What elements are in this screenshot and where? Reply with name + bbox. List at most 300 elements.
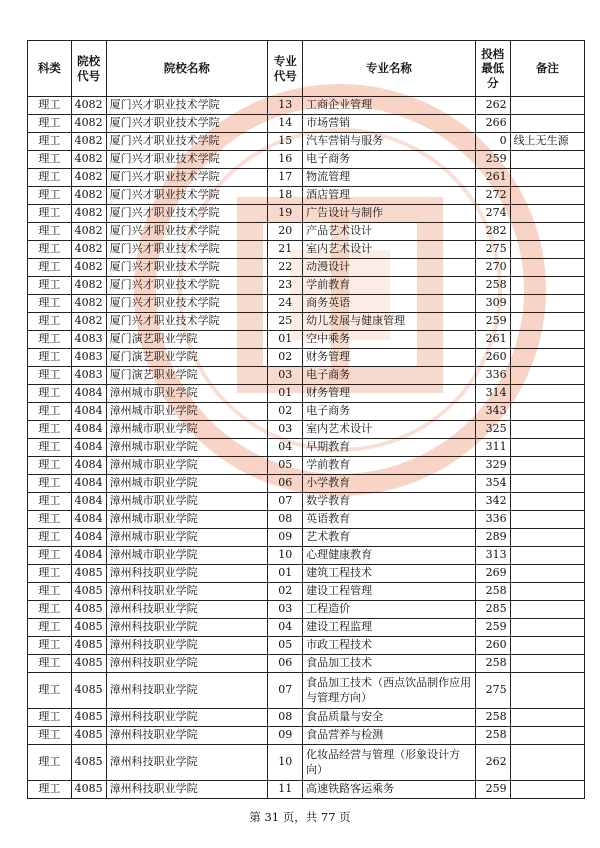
cell-major-code: 10 [268,547,303,565]
cell-category: 理工 [28,313,72,331]
cell-min-score: 258 [475,583,510,601]
cell-remark [510,601,584,619]
cell-min-score: 262 [475,745,510,781]
table-row [28,223,585,241]
cell-major-name: 电子商务 [303,151,476,169]
cell-major-name: 酒店管理 [303,187,476,205]
table-row [28,187,585,205]
cell-category: 理工 [28,439,72,457]
cell-school-name: 厦门兴才职业技术学院 [106,241,268,259]
cell-min-score: 354 [475,475,510,493]
cell-major-name: 建设工程管理 [303,583,476,601]
cell-school-code: 4085 [71,727,106,745]
cell-remark [510,349,584,367]
cell-school-name: 漳州城市职业学院 [106,493,268,511]
admission-score-table [27,40,585,799]
cell-major-code: 03 [268,421,303,439]
cell-school-name: 漳州科技职业学院 [106,619,268,637]
cell-major-code: 20 [268,223,303,241]
cell-remark [510,637,584,655]
table-row [28,313,585,331]
cell-category: 理工 [28,493,72,511]
cell-school-name: 漳州科技职业学院 [106,709,268,727]
cell-major-name: 财务管理 [303,385,476,403]
cell-remark [510,169,584,187]
table-row [28,511,585,529]
cell-min-score: 269 [475,565,510,583]
header-school-name: 院校名称 [106,41,268,97]
table-row [28,367,585,385]
cell-school-name: 厦门兴才职业技术学院 [106,133,268,151]
cell-remark [510,745,584,781]
cell-major-name: 工商企业管理 [303,97,476,115]
cell-major-name: 小学教育 [303,475,476,493]
cell-min-score: 258 [475,655,510,673]
cell-category: 理工 [28,349,72,367]
header-major-code: 专业代号 [268,41,303,97]
cell-category: 理工 [28,583,72,601]
cell-category: 理工 [28,745,72,781]
table-row [28,565,585,583]
cell-school-name: 厦门兴才职业技术学院 [106,295,268,313]
cell-category: 理工 [28,727,72,745]
cell-school-code: 4085 [71,673,106,709]
cell-category: 理工 [28,277,72,295]
table-row [28,133,585,151]
cell-school-code: 4085 [71,601,106,619]
cell-school-name: 漳州城市职业学院 [106,547,268,565]
cell-category: 理工 [28,637,72,655]
cell-major-name: 心理健康教育 [303,547,476,565]
cell-category: 理工 [28,709,72,727]
cell-school-code: 4085 [71,583,106,601]
table-row [28,421,585,439]
cell-school-name: 漳州科技职业学院 [106,727,268,745]
table-row [28,727,585,745]
cell-category: 理工 [28,295,72,313]
cell-major-name: 物流管理 [303,169,476,187]
cell-min-score: 260 [475,637,510,655]
cell-major-code: 01 [268,385,303,403]
cell-school-name: 厦门演艺职业学院 [106,331,268,349]
cell-major-name: 财务管理 [303,349,476,367]
cell-major-code: 01 [268,565,303,583]
cell-major-name: 艺术教育 [303,529,476,547]
cell-min-score: 272 [475,187,510,205]
cell-min-score: 266 [475,115,510,133]
cell-min-score: 258 [475,709,510,727]
cell-school-name: 厦门兴才职业技术学院 [106,259,268,277]
cell-school-name: 漳州城市职业学院 [106,511,268,529]
table-row [28,475,585,493]
cell-major-name: 高速铁路客运乘务 [303,781,476,799]
cell-school-name: 厦门兴才职业技术学院 [106,151,268,169]
cell-min-score: 275 [475,673,510,709]
table-row [28,151,585,169]
cell-major-code: 13 [268,97,303,115]
cell-remark [510,511,584,529]
table-header-row [28,41,585,97]
cell-remark [510,619,584,637]
cell-school-code: 4084 [71,547,106,565]
cell-major-name: 电子商务 [303,403,476,421]
cell-category: 理工 [28,331,72,349]
cell-school-name: 漳州科技职业学院 [106,781,268,799]
table-row [28,493,585,511]
cell-min-score: 336 [475,511,510,529]
cell-school-code: 4082 [71,187,106,205]
table-row [28,745,585,781]
table-row [28,241,585,259]
cell-remark [510,403,584,421]
cell-min-score: 282 [475,223,510,241]
cell-school-code: 4084 [71,529,106,547]
cell-major-code: 19 [268,205,303,223]
cell-school-code: 4082 [71,205,106,223]
cell-school-code: 4085 [71,565,106,583]
cell-school-name: 漳州城市职业学院 [106,529,268,547]
cell-remark: 线上无生源 [510,133,584,151]
table-row [28,115,585,133]
cell-min-score: 258 [475,277,510,295]
cell-school-name: 厦门兴才职业技术学院 [106,205,268,223]
cell-remark [510,727,584,745]
cell-school-code: 4082 [71,169,106,187]
cell-category: 理工 [28,151,72,169]
cell-major-code: 25 [268,313,303,331]
cell-min-score: 260 [475,349,510,367]
cell-school-code: 4082 [71,97,106,115]
cell-school-code: 4082 [71,223,106,241]
cell-major-name: 早期教育 [303,439,476,457]
cell-major-code: 01 [268,331,303,349]
cell-school-code: 4085 [71,745,106,781]
cell-school-code: 4082 [71,151,106,169]
table-row [28,385,585,403]
cell-major-name: 食品加工技术（西点饮品制作应用与管理方向） [303,673,476,709]
cell-major-name: 市政工程技术 [303,637,476,655]
cell-school-code: 4082 [71,295,106,313]
cell-remark [510,151,584,169]
cell-min-score: 261 [475,331,510,349]
cell-category: 理工 [28,205,72,223]
cell-school-name: 漳州科技职业学院 [106,601,268,619]
cell-category: 理工 [28,547,72,565]
cell-remark [510,673,584,709]
cell-major-code: 09 [268,529,303,547]
cell-remark [510,655,584,673]
cell-major-name: 学前教育 [303,277,476,295]
cell-major-code: 22 [268,259,303,277]
cell-major-name: 英语教育 [303,511,476,529]
cell-school-name: 漳州科技职业学院 [106,565,268,583]
cell-school-name: 厦门兴才职业技术学院 [106,169,268,187]
cell-school-code: 4084 [71,511,106,529]
cell-school-name: 厦门演艺职业学院 [106,367,268,385]
cell-min-score: 262 [475,97,510,115]
cell-school-name: 厦门兴才职业技术学院 [106,313,268,331]
cell-school-code: 4082 [71,313,106,331]
cell-major-code: 08 [268,511,303,529]
cell-school-code: 4084 [71,385,106,403]
table-row [28,601,585,619]
cell-min-score: 311 [475,439,510,457]
cell-category: 理工 [28,259,72,277]
cell-major-name: 产品艺术设计 [303,223,476,241]
cell-min-score: 270 [475,259,510,277]
table-row [28,583,585,601]
cell-school-code: 4082 [71,133,106,151]
cell-category: 理工 [28,133,72,151]
cell-major-name: 学前教育 [303,457,476,475]
cell-major-name: 建筑工程技术 [303,565,476,583]
cell-school-name: 厦门兴才职业技术学院 [106,277,268,295]
cell-min-score: 309 [475,295,510,313]
cell-major-code: 21 [268,241,303,259]
cell-school-name: 漳州城市职业学院 [106,457,268,475]
cell-major-code: 02 [268,349,303,367]
cell-min-score: 258 [475,727,510,745]
cell-category: 理工 [28,385,72,403]
cell-min-score: 325 [475,421,510,439]
cell-min-score: 261 [475,169,510,187]
cell-school-name: 厦门兴才职业技术学院 [106,115,268,133]
cell-school-name: 漳州科技职业学院 [106,745,268,781]
cell-school-name: 漳州城市职业学院 [106,403,268,421]
cell-school-name: 漳州城市职业学院 [106,385,268,403]
cell-major-name: 数学教育 [303,493,476,511]
cell-school-code: 4084 [71,493,106,511]
cell-school-code: 4084 [71,439,106,457]
cell-category: 理工 [28,241,72,259]
table-body [28,97,585,799]
cell-major-name: 化妆品经营与管理（形象设计方向） [303,745,476,781]
cell-remark [510,457,584,475]
cell-min-score: 259 [475,781,510,799]
cell-remark [510,241,584,259]
cell-min-score: 285 [475,601,510,619]
cell-major-code: 04 [268,619,303,637]
cell-school-code: 4083 [71,367,106,385]
cell-major-code: 14 [268,115,303,133]
cell-school-name: 漳州城市职业学院 [106,421,268,439]
page-footer: 第 31 页，共 77 页 [249,810,351,824]
cell-category: 理工 [28,655,72,673]
cell-min-score: 343 [475,403,510,421]
cell-major-code: 02 [268,403,303,421]
cell-remark [510,421,584,439]
cell-min-score: 275 [475,241,510,259]
table-row [28,349,585,367]
cell-category: 理工 [28,421,72,439]
cell-min-score: 289 [475,529,510,547]
cell-min-score: 274 [475,205,510,223]
cell-major-code: 10 [268,745,303,781]
cell-school-code: 4084 [71,403,106,421]
cell-remark [510,259,584,277]
header-major-name: 专业名称 [303,41,476,97]
cell-school-code: 4083 [71,331,106,349]
cell-school-code: 4084 [71,457,106,475]
cell-school-code: 4085 [71,781,106,799]
cell-category: 理工 [28,619,72,637]
cell-major-code: 03 [268,601,303,619]
table-row [28,295,585,313]
table-row [28,205,585,223]
cell-major-code: 24 [268,295,303,313]
cell-category: 理工 [28,475,72,493]
cell-category: 理工 [28,529,72,547]
table-row [28,97,585,115]
cell-min-score: 0 [475,133,510,151]
cell-remark [510,295,584,313]
cell-major-code: 16 [268,151,303,169]
cell-major-name: 食品加工技术 [303,655,476,673]
table-row [28,259,585,277]
cell-major-name: 幼儿发展与健康管理 [303,313,476,331]
cell-school-name: 漳州城市职业学院 [106,475,268,493]
cell-remark [510,547,584,565]
cell-major-name: 室内艺术设计 [303,241,476,259]
cell-remark [510,367,584,385]
cell-major-code: 03 [268,367,303,385]
cell-school-code: 4082 [71,277,106,295]
cell-major-name: 工程造价 [303,601,476,619]
table-row [28,403,585,421]
cell-school-code: 4082 [71,241,106,259]
cell-major-name: 动漫设计 [303,259,476,277]
cell-category: 理工 [28,97,72,115]
cell-remark [510,529,584,547]
cell-major-code: 09 [268,727,303,745]
cell-major-code: 23 [268,277,303,295]
cell-major-code: 17 [268,169,303,187]
cell-school-code: 4084 [71,475,106,493]
cell-remark [510,223,584,241]
cell-major-code: 05 [268,457,303,475]
cell-major-code: 15 [268,133,303,151]
cell-min-score: 342 [475,493,510,511]
cell-school-name: 厦门兴才职业技术学院 [106,187,268,205]
table-row [28,655,585,673]
cell-remark [510,565,584,583]
cell-major-code: 07 [268,673,303,709]
cell-school-name: 厦门演艺职业学院 [106,349,268,367]
cell-school-name: 漳州城市职业学院 [106,439,268,457]
table-row [28,457,585,475]
table-row [28,547,585,565]
cell-major-name: 商务英语 [303,295,476,313]
cell-school-code: 4085 [71,637,106,655]
cell-remark [510,781,584,799]
cell-major-name: 室内艺术设计 [303,421,476,439]
cell-major-name: 食品营养与检测 [303,727,476,745]
header-remark: 备注 [510,41,584,97]
cell-major-code: 07 [268,493,303,511]
header-school-code: 院校代号 [71,41,106,97]
cell-remark [510,277,584,295]
table-row [28,439,585,457]
cell-category: 理工 [28,403,72,421]
cell-remark [510,97,584,115]
cell-major-code: 02 [268,583,303,601]
cell-school-code: 4085 [71,619,106,637]
cell-min-score: 314 [475,385,510,403]
cell-school-code: 4083 [71,349,106,367]
cell-remark [510,385,584,403]
cell-major-name: 广告设计与制作 [303,205,476,223]
cell-category: 理工 [28,457,72,475]
header-category: 科类 [28,41,72,97]
cell-major-code: 08 [268,709,303,727]
header-min-score: 投档最低分 [475,41,510,97]
cell-major-code: 05 [268,637,303,655]
cell-remark [510,331,584,349]
table-row [28,277,585,295]
cell-min-score: 259 [475,313,510,331]
cell-category: 理工 [28,115,72,133]
cell-school-name: 厦门兴才职业技术学院 [106,97,268,115]
cell-major-code: 06 [268,475,303,493]
cell-school-name: 漳州科技职业学院 [106,673,268,709]
table-row [28,529,585,547]
cell-category: 理工 [28,169,72,187]
cell-remark [510,115,584,133]
cell-major-name: 空中乘务 [303,331,476,349]
cell-category: 理工 [28,187,72,205]
cell-major-code: 18 [268,187,303,205]
cell-remark [510,493,584,511]
cell-major-code: 06 [268,655,303,673]
cell-category: 理工 [28,223,72,241]
cell-major-code: 11 [268,781,303,799]
cell-category: 理工 [28,781,72,799]
cell-remark [510,187,584,205]
cell-school-code: 4084 [71,421,106,439]
cell-category: 理工 [28,565,72,583]
cell-school-name: 漳州科技职业学院 [106,637,268,655]
cell-school-code: 4085 [71,709,106,727]
cell-category: 理工 [28,601,72,619]
cell-category: 理工 [28,511,72,529]
cell-remark [510,475,584,493]
cell-min-score: 336 [475,367,510,385]
cell-min-score: 259 [475,151,510,169]
cell-remark [510,709,584,727]
cell-min-score: 313 [475,547,510,565]
cell-major-code: 04 [268,439,303,457]
cell-school-code: 4085 [71,655,106,673]
table-row [28,331,585,349]
cell-category: 理工 [28,673,72,709]
cell-school-name: 漳州科技职业学院 [106,583,268,601]
cell-category: 理工 [28,367,72,385]
cell-school-code: 4082 [71,115,106,133]
cell-school-code: 4082 [71,259,106,277]
table-row [28,637,585,655]
cell-major-name: 食品质量与安全 [303,709,476,727]
cell-remark [510,313,584,331]
cell-major-name: 市场营销 [303,115,476,133]
cell-major-name: 建设工程监理 [303,619,476,637]
table-row [28,619,585,637]
cell-school-name: 厦门兴才职业技术学院 [106,223,268,241]
cell-school-name: 漳州科技职业学院 [106,655,268,673]
cell-major-name: 汽车营销与服务 [303,133,476,151]
cell-remark [510,583,584,601]
cell-remark [510,205,584,223]
cell-min-score: 329 [475,457,510,475]
